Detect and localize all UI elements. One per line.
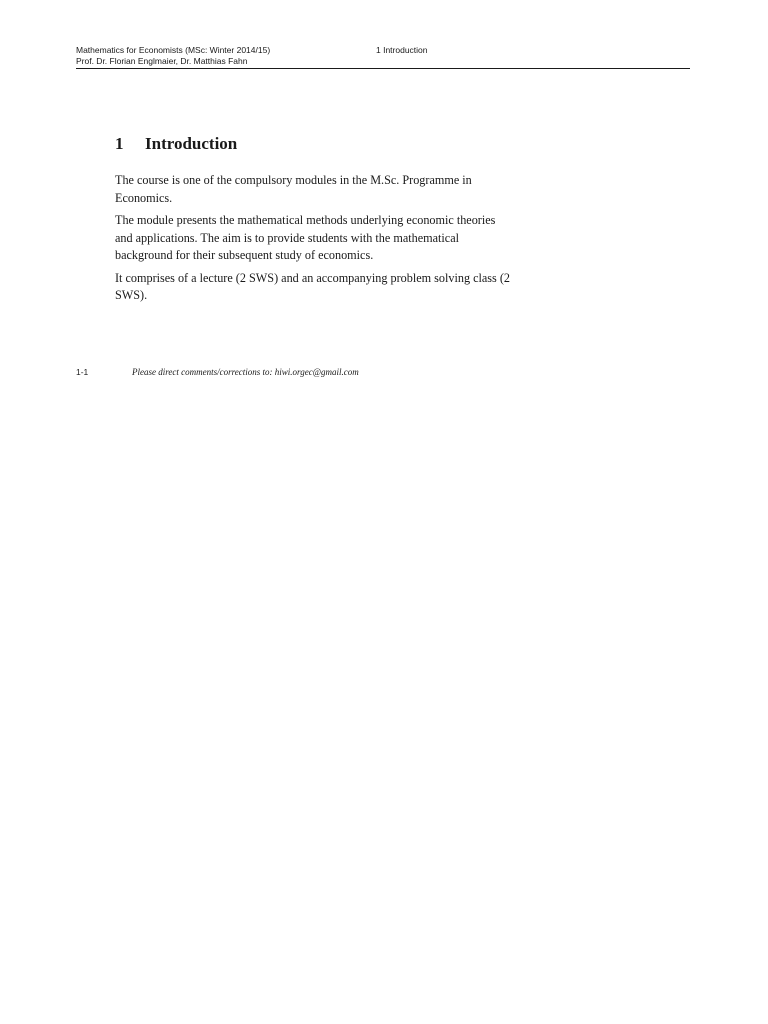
course-title: Mathematics for Economists (MSc: Winter 2014/15) <box>76 45 271 55</box>
paragraph-3: It comprises of a lecture (2 SWS) and an accompanying problem solving class (2 SWS). <box>115 270 510 302</box>
section-heading <box>115 134 237 154</box>
section-number: 1 <box>115 134 124 153</box>
footer-note: Please direct comments/corrections to: hiwi.orgec@gmail.com <box>132 367 359 377</box>
paragraph-2: The module presents the mathematical methods underlying economic theories and applications. The aim is to provide students with the mathematical background for their subsequent study of economics. <box>115 213 496 262</box>
header-rule <box>76 68 690 69</box>
page-number: 1-1 <box>76 367 89 377</box>
header-section-label: 1 Introduction <box>376 45 428 55</box>
authors: Prof. Dr. Florian Englmaier, Dr. Matthias Fahn <box>76 56 248 66</box>
section-title: Introduction <box>145 134 238 153</box>
header-left <box>76 45 376 67</box>
paragraph-1: The course is one of the compulsory modules in the M.Sc. Programme in Economics. <box>115 173 472 205</box>
section-body <box>115 172 515 310</box>
